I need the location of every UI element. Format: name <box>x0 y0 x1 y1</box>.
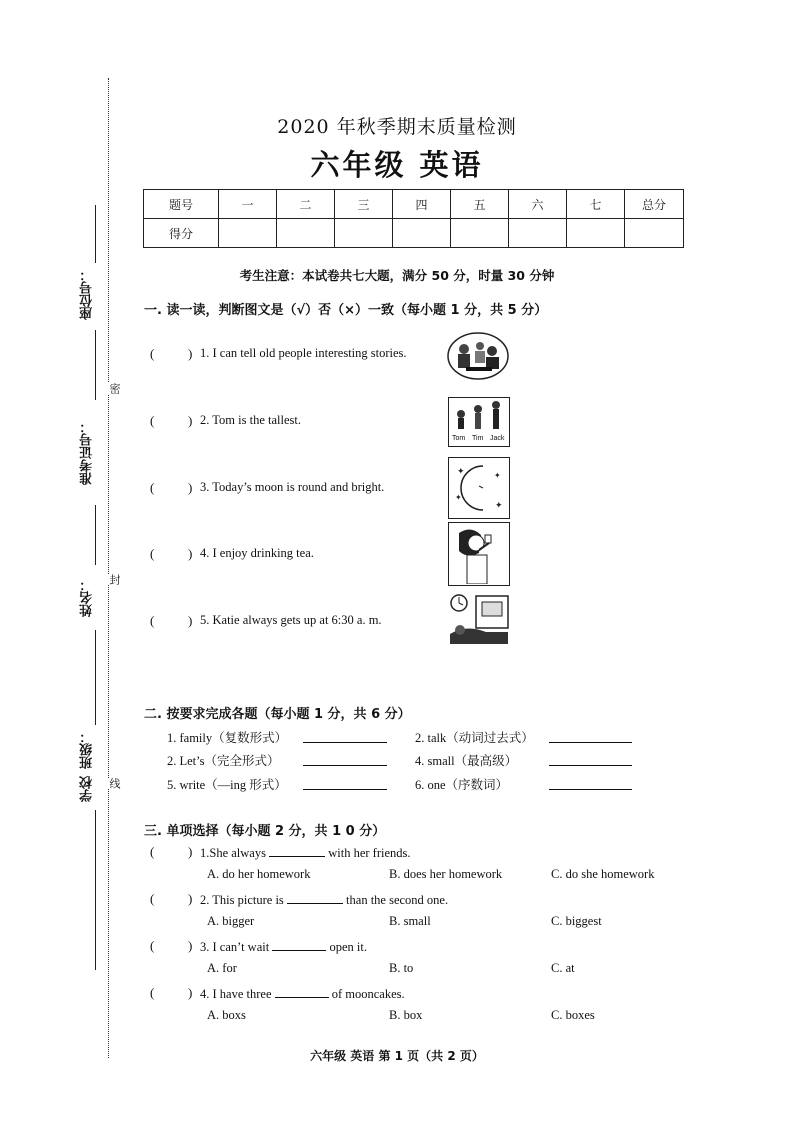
q2-option-b[interactable]: B. small <box>389 914 431 928</box>
q3-stem-post: open it. <box>329 940 367 954</box>
section2-q3 <box>167 751 280 769</box>
pic-name-tom: Tom <box>452 435 466 442</box>
answer-paren-open: ( <box>150 346 155 361</box>
section3-q2-stem <box>200 891 448 908</box>
section2-q4-text: 4. small（最高级） <box>415 754 518 768</box>
section2-heading: 二. 按要求完成各题（每小题 1 分，共 6 分） <box>144 707 411 722</box>
binding-dotted-line <box>108 78 109 1058</box>
svg-text:✦: ✦ <box>495 501 503 511</box>
section3-q1-stem <box>200 844 411 861</box>
answer-blank[interactable] <box>549 777 632 790</box>
answer-blank[interactable] <box>272 938 326 951</box>
answer-blank[interactable] <box>303 777 387 790</box>
seat-line-2 <box>95 330 96 400</box>
section1-q1-text: 1. I can tell old people interesting stories. <box>200 346 407 360</box>
section3-heading: 三. 单项选择（每小题 2 分，共 1 0 分） <box>144 824 386 839</box>
seal-xian-label: 线 <box>108 778 121 789</box>
score-cell[interactable] <box>219 219 277 248</box>
q2-option-a[interactable]: A. bigger <box>207 914 255 928</box>
section3-q4-stem <box>200 985 405 1002</box>
score-cell[interactable] <box>335 219 393 248</box>
answer-paren-close: ) <box>188 413 193 428</box>
section1-q3-text: 3. Today’s moon is round and bright. <box>200 480 385 494</box>
answer-blank[interactable] <box>303 730 387 743</box>
q4-stem-post: of mooncakes. <box>331 987 405 1001</box>
svg-text:✦: ✦ <box>457 467 465 477</box>
score-cell[interactable] <box>393 219 451 248</box>
answer-paren-open: ( <box>150 844 155 859</box>
section2-q6-text: 6. one（序数词） <box>415 778 509 792</box>
section2-q1-text: 1. family（复数形式） <box>167 731 288 745</box>
score-cell[interactable] <box>451 219 509 248</box>
section1-heading: 一. 读一读，判断图文是（√）否（×）一致（每小题 1 分，共 5 分） <box>144 303 548 318</box>
q1-stem-pre: 1.She always <box>200 846 266 860</box>
score-table-header-row <box>144 190 684 219</box>
answer-paren-open: ( <box>150 891 155 906</box>
cell-question-no: 题号 <box>144 190 219 219</box>
section2-q3-text: 2. Let’s（完全形式） <box>167 754 280 768</box>
answer-blank[interactable] <box>549 753 632 766</box>
score-table <box>143 189 684 248</box>
q4-option-a[interactable]: A. boxs <box>207 1008 246 1022</box>
section1-q5-text: 5. Katie always gets up at 6:30 a. m. <box>200 613 382 627</box>
section2-q5-text: 5. write（—ing 形式） <box>167 778 287 792</box>
section1-q4-text: 4. I enjoy drinking tea. <box>200 546 314 560</box>
class-label: 班级： <box>80 730 95 769</box>
wake-up-picture <box>446 590 512 648</box>
q4-option-c[interactable]: C. boxes <box>551 1008 595 1022</box>
section2-q4 <box>415 751 517 769</box>
seal-mi-label: 密 <box>108 383 121 394</box>
answer-blank[interactable] <box>303 753 387 766</box>
girl-drinking-picture <box>448 522 510 586</box>
seat-label: 座位号： <box>80 268 95 320</box>
answer-paren-open: ( <box>150 546 155 561</box>
q1-option-b[interactable]: B. does her homework <box>389 867 503 881</box>
cell-q6: 六 <box>509 190 567 219</box>
name-label: 姓名： <box>80 578 95 617</box>
q1-stem-post: with her friends. <box>328 846 411 860</box>
q3-stem-pre: 3. I can’t wait <box>200 940 270 954</box>
answer-blank[interactable] <box>275 985 329 998</box>
answer-paren-close: ) <box>188 346 193 361</box>
cell-q5: 五 <box>451 190 509 219</box>
score-cell[interactable] <box>509 219 567 248</box>
answer-paren-open: ( <box>150 938 155 953</box>
q1-option-c[interactable]: C. do she homework <box>551 867 655 881</box>
answer-paren-close: ) <box>188 844 193 859</box>
exam-number-line <box>95 505 96 565</box>
answer-paren-open: ( <box>150 413 155 428</box>
exam-subject: 六年级 英语 <box>310 148 484 182</box>
name-line <box>95 630 96 700</box>
page-footer: 六年级 英语 第 1 页（共 2 页） <box>310 1049 484 1063</box>
answer-paren-close: ) <box>188 938 193 953</box>
section2-q2 <box>415 728 534 746</box>
pic-name-jack: Jack <box>490 435 505 442</box>
seat-line <box>95 205 96 263</box>
score-cell[interactable] <box>625 219 684 248</box>
answer-paren-close: ) <box>188 891 193 906</box>
school-line <box>95 810 96 970</box>
answer-paren-close: ) <box>188 546 193 561</box>
section1-q2-text: 2. Tom is the tallest. <box>200 413 301 427</box>
cell-score-label: 得分 <box>144 219 219 248</box>
q3-option-b[interactable]: B. to <box>389 961 414 975</box>
score-cell[interactable] <box>567 219 625 248</box>
seal-feng-label: 封 <box>108 574 121 585</box>
storytelling-picture <box>446 331 510 381</box>
q1-option-a[interactable]: A. do her homework <box>207 867 311 881</box>
answer-blank[interactable] <box>549 730 632 743</box>
pic-name-tim: Tim <box>472 435 484 442</box>
section2-q1 <box>167 728 287 746</box>
exam-number-label: 准考证号： <box>80 420 95 485</box>
answer-paren-open: ( <box>150 613 155 628</box>
answer-blank[interactable] <box>287 891 343 904</box>
cell-q2: 二 <box>277 190 335 219</box>
answer-paren-close: ) <box>188 480 193 495</box>
section2-q5 <box>167 775 287 793</box>
svg-text:✦: ✦ <box>494 471 501 480</box>
answer-paren-close: ) <box>188 985 193 1000</box>
cell-total: 总分 <box>625 190 684 219</box>
cell-q7: 七 <box>567 190 625 219</box>
section2-q6 <box>415 775 508 793</box>
svg-text:✦: ✦ <box>455 493 462 502</box>
answer-blank[interactable] <box>269 844 325 857</box>
school-label: 学校 <box>80 776 95 802</box>
cell-q4: 四 <box>393 190 451 219</box>
answer-paren-open: ( <box>150 480 155 495</box>
exam-title: 2020 年秋季期末质量检测 <box>277 116 517 138</box>
boys-height-picture <box>448 397 510 447</box>
q3-option-a[interactable]: A. for <box>207 961 237 975</box>
q2-stem-post: than the second one. <box>346 893 449 907</box>
exam-notice: 考生注意：本试卷共七大题，满分 50 分，时量 30 分钟 <box>239 268 555 283</box>
score-table-score-row <box>144 219 684 248</box>
answer-paren-open: ( <box>150 985 155 1000</box>
q2-option-c[interactable]: C. biggest <box>551 914 602 928</box>
answer-paren-close: ) <box>188 613 193 628</box>
score-cell[interactable] <box>277 219 335 248</box>
section3-q3-stem <box>200 938 367 955</box>
q4-option-b[interactable]: B. box <box>389 1008 423 1022</box>
q2-stem-pre: 2. This picture is <box>200 893 284 907</box>
q4-stem-pre: 4. I have three <box>200 987 272 1001</box>
crescent-moon-picture <box>448 457 510 519</box>
class-line <box>95 700 96 725</box>
section2-q2-text: 2. talk（动词过去式） <box>415 731 534 745</box>
cell-q3: 三 <box>335 190 393 219</box>
cell-q1: 一 <box>219 190 277 219</box>
q3-option-c[interactable]: C. at <box>551 961 575 975</box>
